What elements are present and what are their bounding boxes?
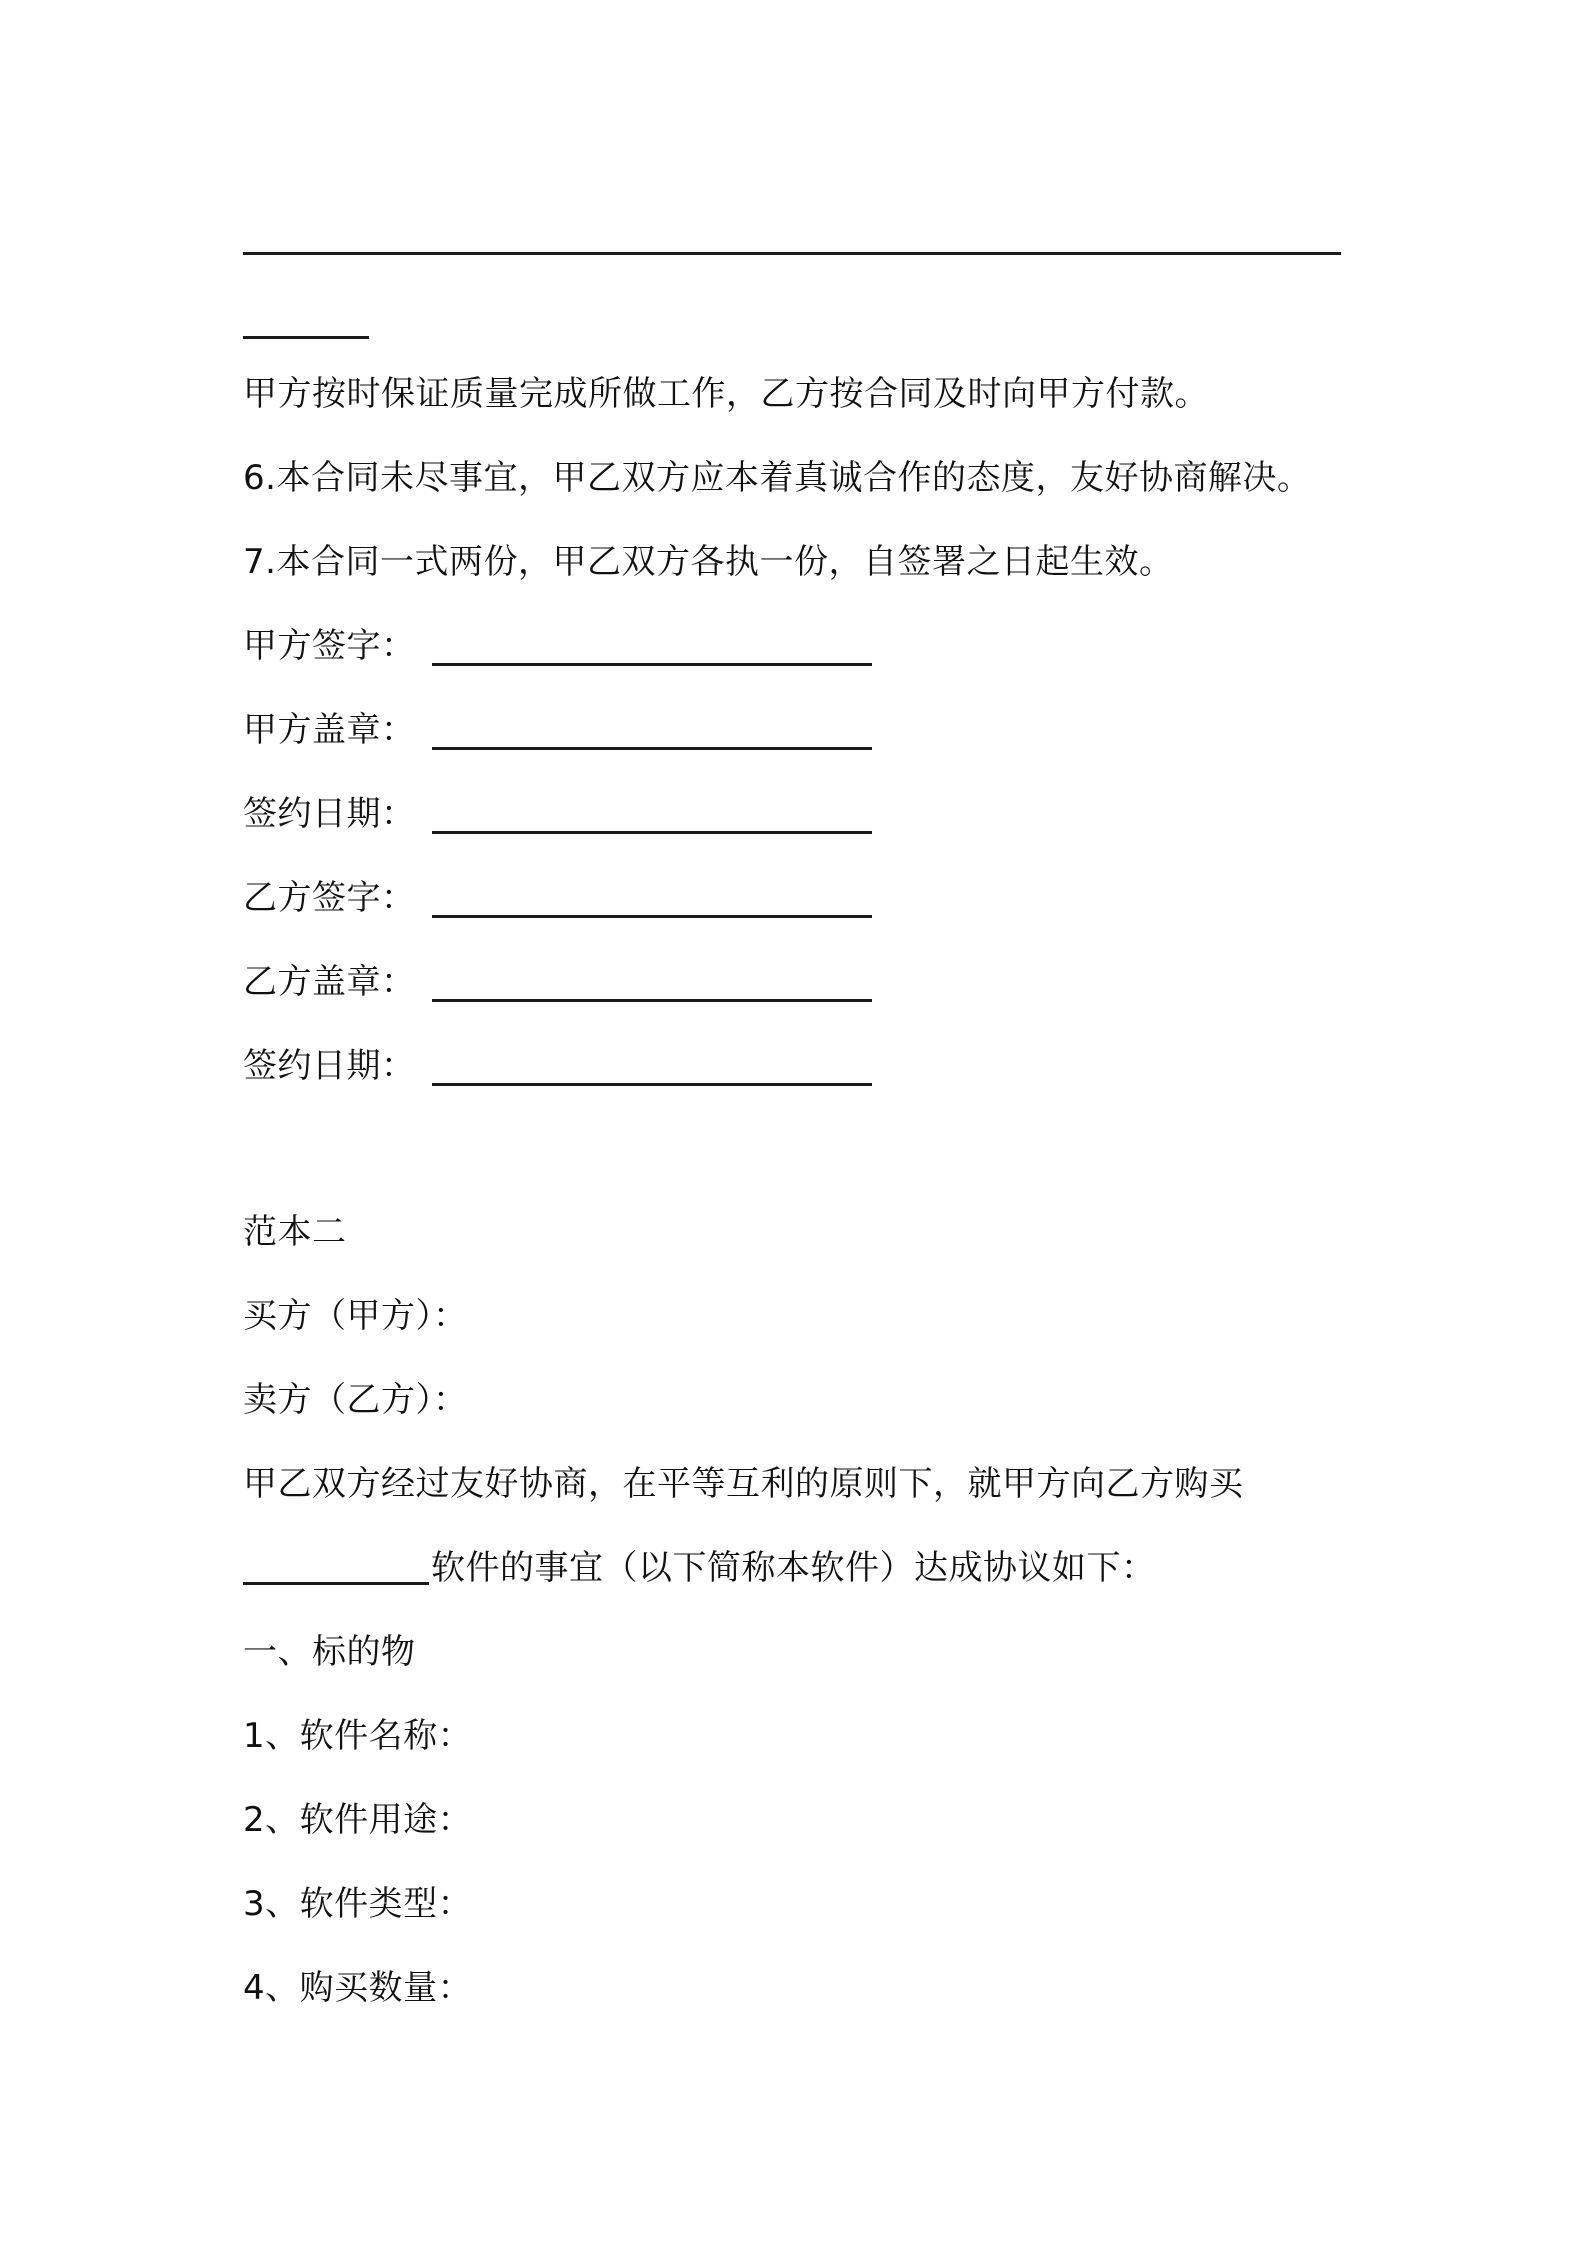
software-name-blank	[243, 1582, 429, 1585]
intro-line-2-text: 软件的事宜（以下简称本软件）达成协议如下：	[431, 1548, 1156, 1588]
section-heading: 范本二	[243, 1212, 347, 1252]
signature-label: 甲方盖章：	[243, 710, 416, 750]
clause-7: 7.本合同一式两份，甲乙双方各执一份，自签署之日起生效。	[243, 542, 1174, 582]
signature-blank	[432, 747, 872, 750]
blank-fill-line	[243, 252, 1341, 255]
intro-line-1: 甲乙双方经过友好协商，在平等互利的原则下，就甲方向乙方购买	[243, 1464, 1244, 1504]
signature-label: 乙方盖章：	[243, 962, 416, 1002]
signature-label: 签约日期：	[243, 1046, 416, 1086]
clause-6: 6.本合同未尽事宜，甲乙双方应本着真诚合作的态度，友好协商解决。	[243, 458, 1312, 498]
signature-label: 甲方签字：	[243, 626, 416, 666]
seller-line: 卖方（乙方）：	[243, 1380, 468, 1420]
signature-label: 签约日期：	[243, 794, 416, 834]
list-item: 3、软件类型：	[243, 1884, 473, 1924]
blank-fill-line	[243, 336, 369, 339]
intro-line-2	[243, 1546, 1156, 1590]
section-heading: 一、标的物	[243, 1632, 416, 1672]
signature-blank	[432, 1083, 872, 1086]
buyer-line: 买方（甲方）：	[243, 1296, 468, 1336]
signature-label: 乙方签字：	[243, 878, 416, 918]
signature-blank	[432, 831, 872, 834]
signature-blank	[432, 999, 872, 1002]
list-item: 1、软件名称：	[243, 1716, 473, 1756]
signature-blank	[432, 663, 872, 666]
signature-blank	[432, 915, 872, 918]
list-item: 2、软件用途：	[243, 1800, 473, 1840]
list-item: 4、购买数量：	[243, 1968, 473, 2008]
paragraph-payment: 甲方按时保证质量完成所做工作，乙方按合同及时向甲方付款。	[243, 374, 1209, 414]
